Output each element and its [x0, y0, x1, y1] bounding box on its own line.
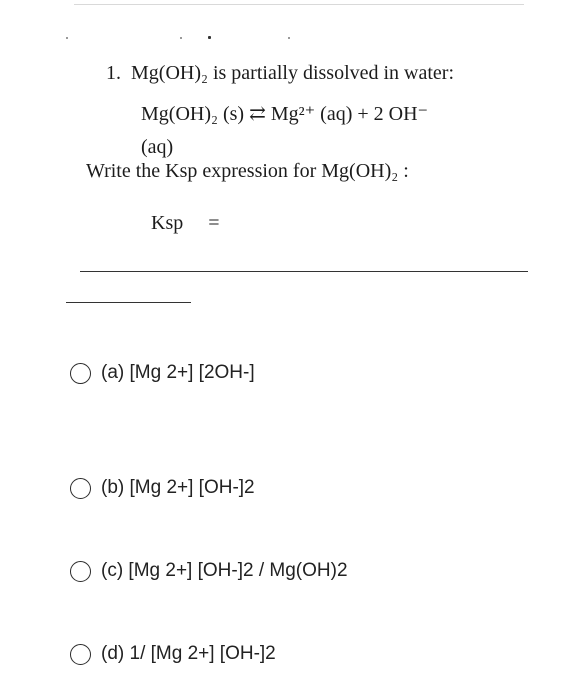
- option-b-label: (b) [Mg 2+] [OH-]2: [101, 477, 255, 498]
- top-divider: [74, 4, 524, 5]
- option-a[interactable]: [70, 358, 255, 388]
- question-line-1: [106, 62, 454, 85]
- option-d-label: (d) 1/ [Mg 2+] [OH-]2: [101, 643, 276, 664]
- option-a-label: (a) [Mg 2+] [2OH-]: [101, 362, 255, 383]
- equals-sign: =: [208, 212, 220, 234]
- answer-blank-line: [80, 271, 528, 272]
- radio-button-c[interactable]: [70, 561, 91, 582]
- reaction-reactant: Mg(OH)₂ (s): [141, 103, 245, 125]
- radio-button-b[interactable]: [70, 478, 91, 499]
- option-d[interactable]: [70, 639, 276, 669]
- option-c[interactable]: [70, 556, 348, 586]
- question-number: 1.: [106, 62, 121, 84]
- ksp-expression-line: [151, 212, 220, 235]
- question-statement: Mg(OH)₂ is partially dissolved in water:: [131, 62, 455, 84]
- option-b[interactable]: [70, 473, 255, 503]
- equilibrium-arrow-icon: ⇄: [249, 103, 266, 125]
- reaction-products: Mg²⁺ (aq) + 2 OH⁻: [270, 103, 429, 125]
- option-c-label: (c) [Mg 2+] [OH-]2 / Mg(OH)2: [101, 560, 348, 581]
- ksp-prompt: Write the Ksp expression for Mg(OH)₂ :: [86, 160, 409, 182]
- ksp-label: Ksp: [151, 212, 184, 234]
- radio-button-d[interactable]: [70, 644, 91, 665]
- reaction-phase-tail: (aq): [141, 136, 174, 158]
- stray-dot: [288, 37, 290, 39]
- answer-blank-line-short: [66, 302, 191, 303]
- stray-dot: [208, 36, 211, 39]
- stray-dot: [180, 37, 182, 39]
- stray-dot: [66, 37, 68, 39]
- reaction-equation: [141, 101, 428, 126]
- radio-button-a[interactable]: [70, 363, 91, 384]
